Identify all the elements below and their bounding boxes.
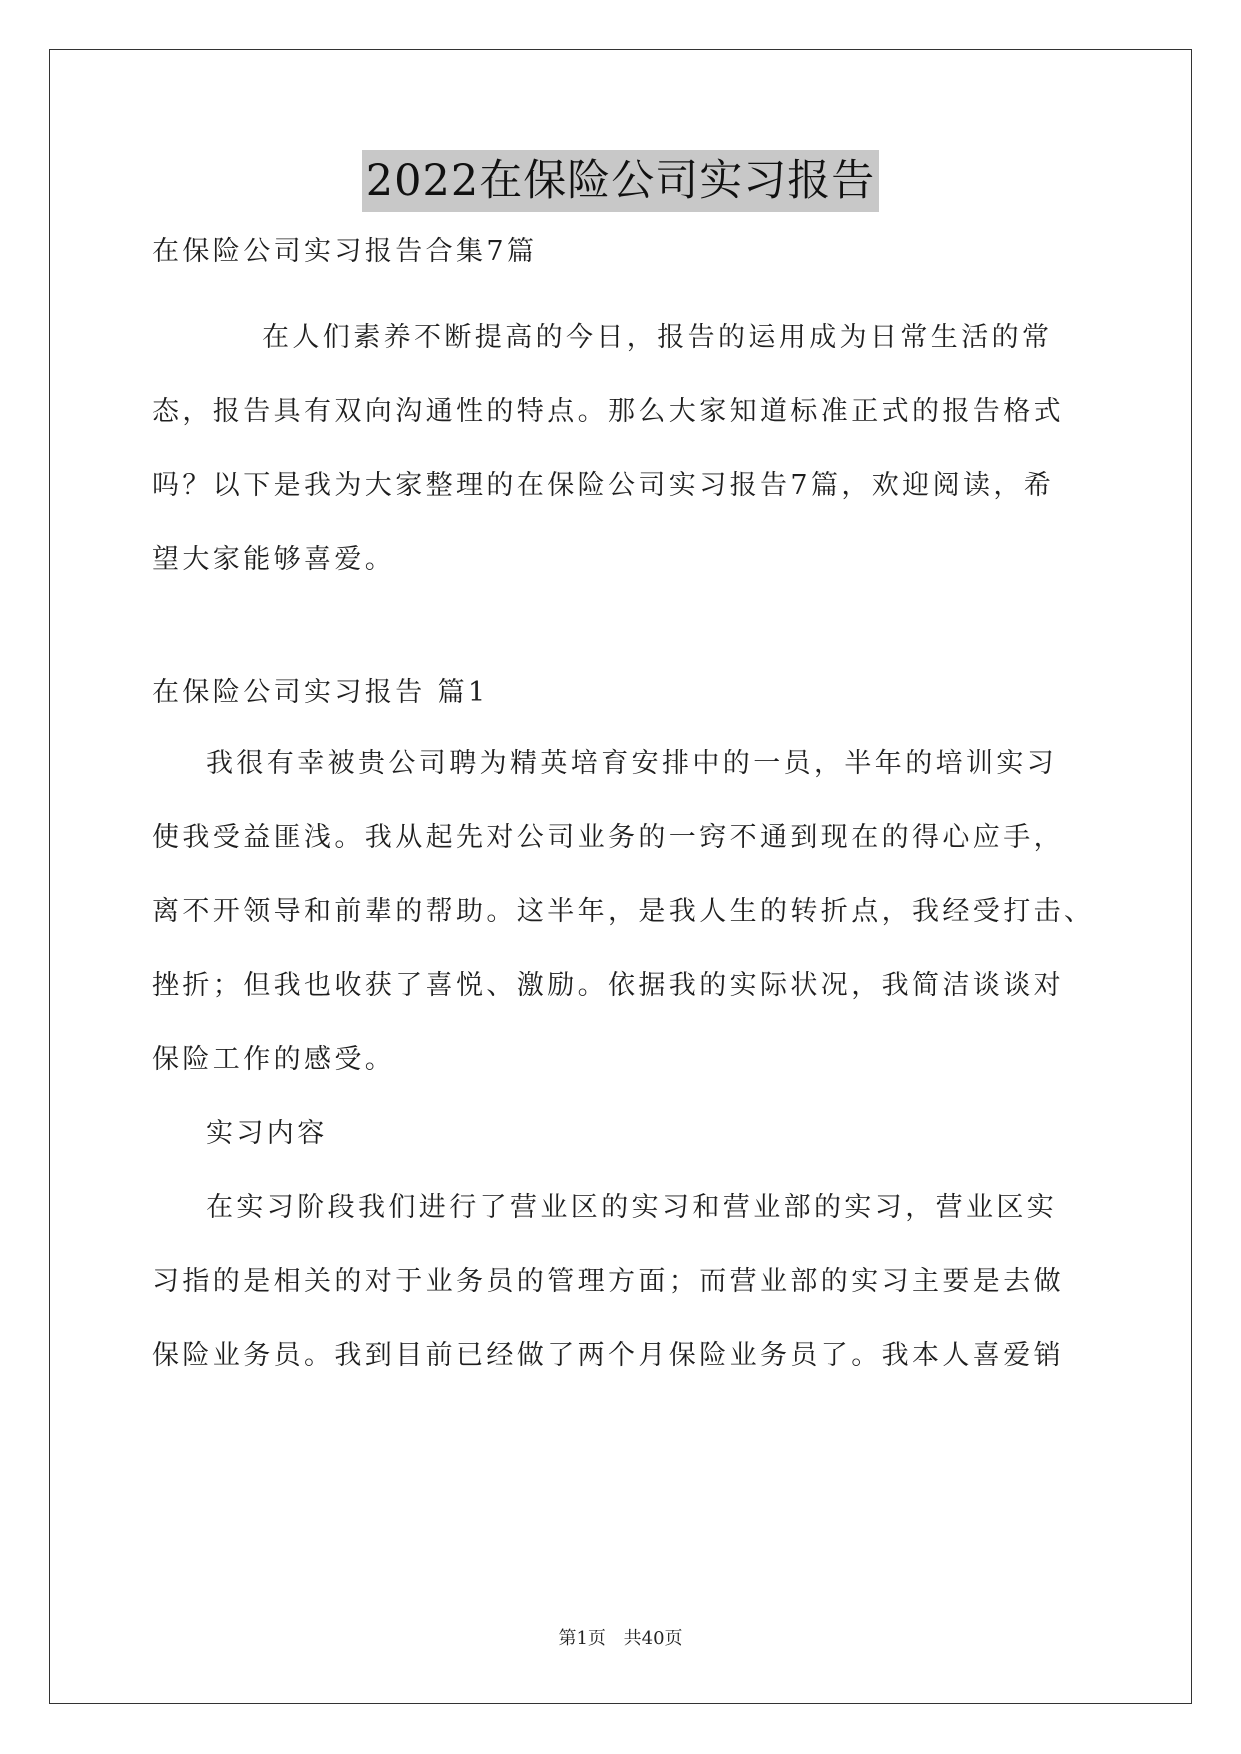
paragraph-line: 保险业务员。我到目前已经做了两个月保险业务员了。我本人喜爱销 [152,1340,1064,1371]
intro-line: 在人们素养不断提高的今日，报告的运用成为日常生活的常 [262,322,1053,353]
document-title: 2022在保险公司实习报告 [362,150,879,212]
intro-paragraph [152,301,1092,597]
page-number-total: 共40页 [623,1628,683,1649]
page-number-current: 第1页 [558,1628,606,1649]
paragraph-line: 习指的是相关的对于业务员的管理方面；而营业部的实习主要是去做 [152,1266,1064,1297]
paragraph-line: 离不开领导和前辈的帮助。这半年，是我人生的转折点，我经受打击、 [152,896,1095,927]
document-body [152,232,1095,1393]
intro-line: 态，报告具有双向沟通性的特点。那么大家知道标准正式的报告格式 [152,396,1064,427]
intro-line: 吗？以下是我为大家整理的在保险公司实习报告7篇，欢迎阅读，希 [152,470,1055,501]
paragraph-line: 使我受益匪浅。我从起先对公司业务的一窍不通到现在的得心应手， [152,822,1064,853]
paragraph-line: 我很有幸被贵公司聘为精英培育安排中的一员，半年的培训实习 [206,748,1058,779]
document-subtitle: 在保险公司实习报告合集7篇 [152,236,538,267]
paragraph-line: 保险工作的感受。 [152,1044,396,1075]
intro-line: 望大家能够喜爱。 [152,544,396,575]
page-footer [0,1624,1241,1650]
sub-heading: 实习内容 [206,1118,328,1149]
section1-paragraph-2 [152,1171,1092,1393]
section-heading: 在保险公司实习报告 篇1 [152,677,489,708]
paragraph-line: 在实习阶段我们进行了营业区的实习和营业部的实习，营业区实 [206,1192,1058,1223]
section1-paragraph-1 [152,727,1095,1097]
paragraph-line: 挫折；但我也收获了喜悦、激励。依据我的实际状况，我简洁谈谈对 [152,970,1064,1001]
title-container [0,150,1241,212]
